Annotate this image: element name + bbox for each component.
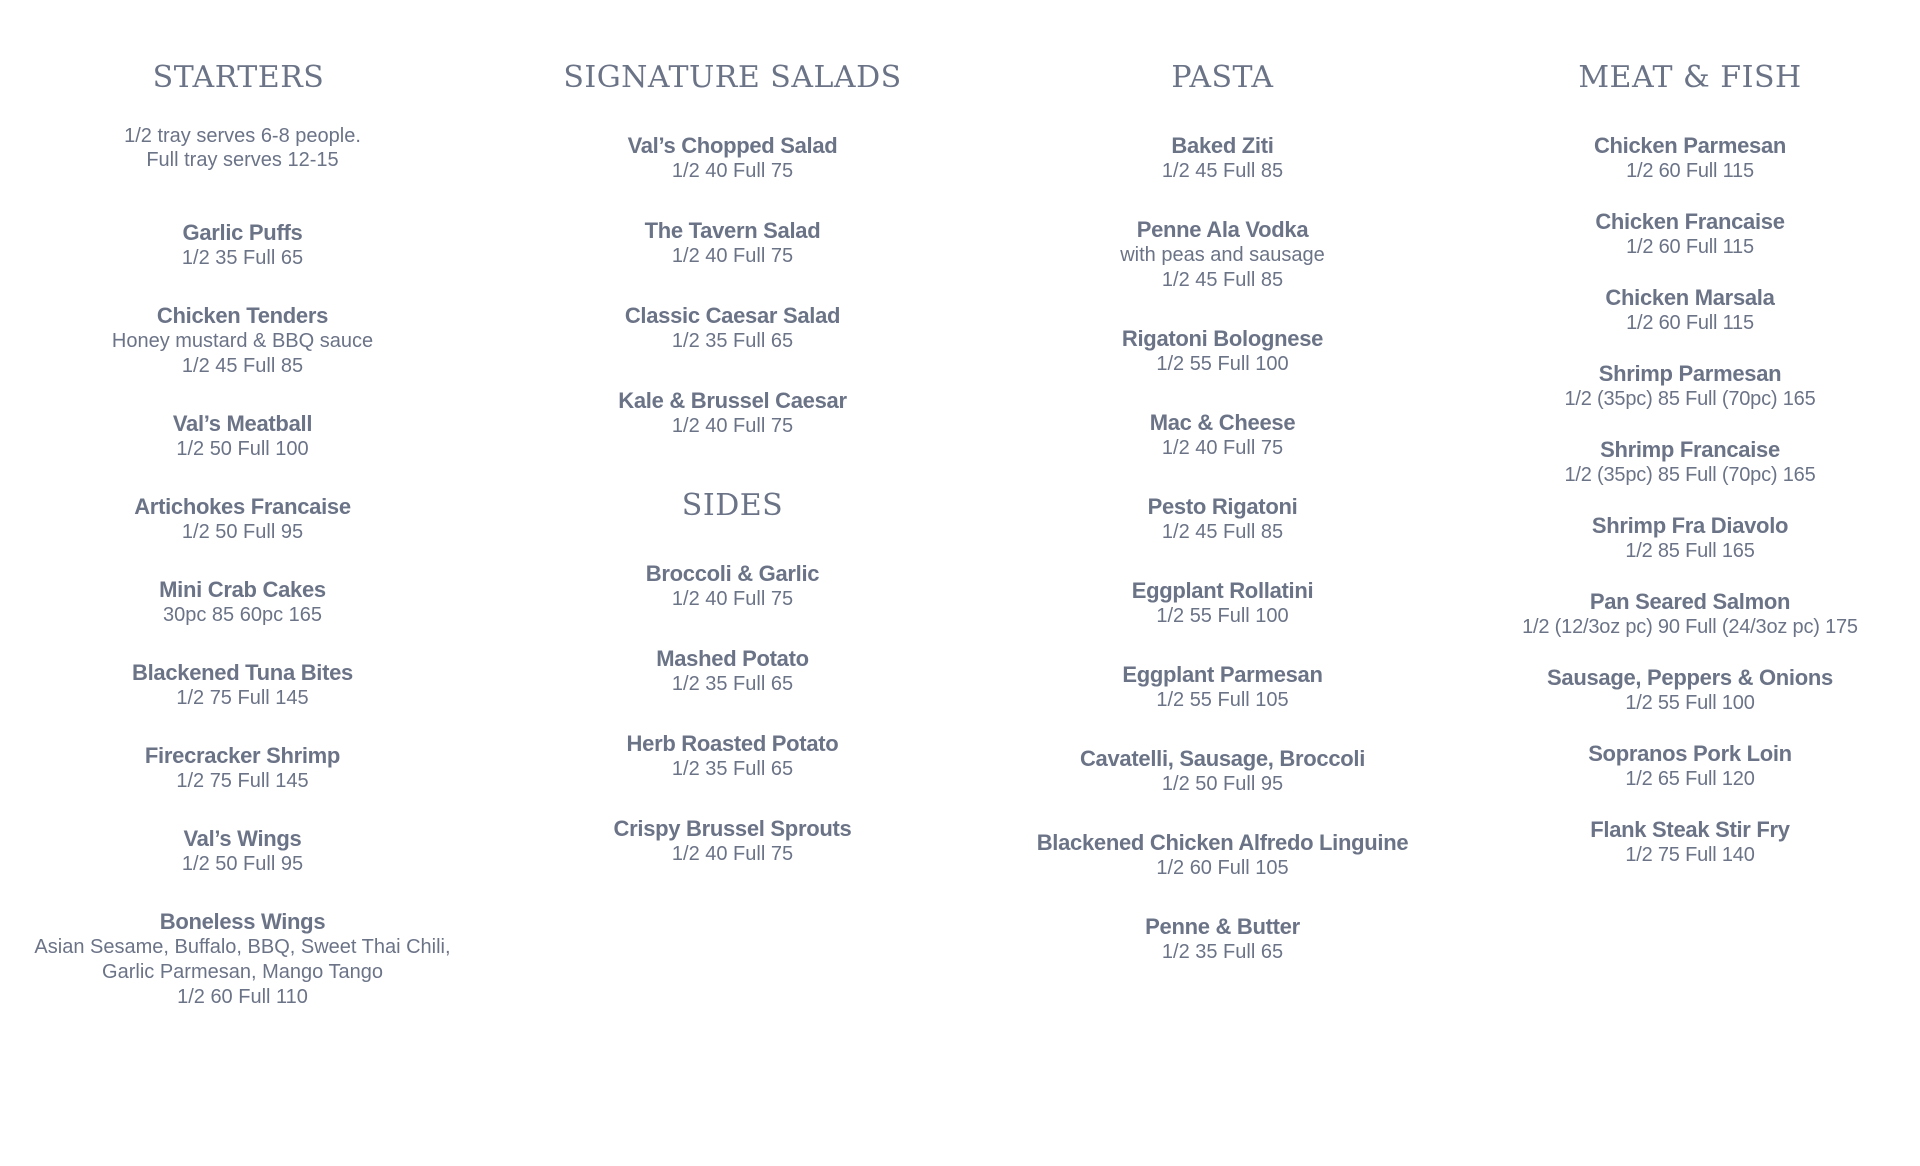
item-price: 1/2 45 Full 85 [181,355,304,377]
item-description: Honey mustard & BBQ sauce [111,330,374,352]
item-name: Broccoli & Garlic [645,561,820,586]
item-price: 1/2 75 Full 145 [176,687,309,709]
item-price: 1/2 40 Full 75 [671,415,794,437]
intro-line-2: Full tray serves 12-15 [146,149,339,171]
item-name: Baked Ziti [1171,133,1274,158]
item-name: Pan Seared Salmon [1589,589,1791,614]
pasta-column [990,58,1455,997]
item-name: Rigatoni Bolognese [1121,326,1324,351]
item-name: Chicken Parmesan [1593,133,1787,158]
item-price: 1/2 (12/3oz pc) 90 Full (24/3oz pc) 175 [1522,616,1858,638]
item-name: Val’s Chopped Salad [627,133,838,158]
item-price: 1/2 35 Full 65 [671,758,794,780]
item-name: Penne & Butter [1145,914,1300,939]
sides-list [500,560,965,867]
pasta-title: PASTA [1171,60,1274,95]
menu-item [10,742,475,794]
item-name: Pesto Rigatoni [1147,494,1298,519]
item-price: 1/2 40 Full 75 [1161,437,1284,459]
item-name: Val’s Meatball [172,411,313,436]
item-price: 1/2 55 Full 105 [1156,689,1289,711]
item-name: Flank Steak Stir Fry [1590,817,1790,842]
menu-item [1470,284,1910,336]
menu-item [500,560,965,612]
item-price: 1/2 50 Full 95 [181,853,304,875]
item-name: Mac & Cheese [1149,410,1296,435]
item-name: Val’s Wings [183,826,302,851]
menu-item [1470,208,1910,260]
item-name: Crispy Brussel Sprouts [613,816,852,841]
meat-fish-title: MEAT & FISH [1578,60,1802,95]
item-price: 1/2 60 Full 105 [1156,857,1289,879]
item-description: Asian Sesame, Buffalo, BBQ, Sweet Thai Chili, [34,936,451,958]
menu-item [10,493,475,545]
item-price: 1/2 35 Full 65 [671,673,794,695]
item-name: Penne Ala Vodka [1136,217,1309,242]
pasta-list [990,132,1455,965]
item-name: Herb Roasted Potato [626,731,839,756]
item-price: 1/2 55 Full 100 [1156,353,1289,375]
salads-title: SIGNATURE SALADS [563,60,902,95]
menu-item [500,387,965,439]
item-price: 1/2 (35pc) 85 Full (70pc) 165 [1564,464,1816,486]
menu-item [990,493,1455,545]
menu-item [10,576,475,628]
menu-item [10,908,475,1010]
menu-item [1470,360,1910,412]
item-price: 1/2 35 Full 65 [671,330,794,352]
item-name: Boneless Wings [159,909,326,934]
menu-item [500,132,965,184]
intro-line-1: 1/2 tray serves 6-8 people. [124,125,361,147]
item-name: Chicken Francaise [1595,209,1785,234]
item-name: Mini Crab Cakes [159,577,326,602]
item-price: 1/2 60 Full 115 [1626,160,1754,182]
menu-item [500,815,965,867]
item-name: Garlic Puffs [182,220,303,245]
item-price: 1/2 45 Full 85 [1161,269,1284,291]
menu-item [1470,512,1910,564]
item-description: with peas and sausage [1120,244,1325,266]
menu-item [1470,740,1910,792]
item-price: 1/2 75 Full 145 [176,770,309,792]
meat-fish-list [1470,132,1910,868]
menu-item [1470,132,1910,184]
item-name: Classic Caesar Salad [624,303,841,328]
item-name: Eggplant Parmesan [1122,662,1323,687]
item-price: 1/2 40 Full 75 [671,843,794,865]
item-name: Shrimp Fra Diavolo [1591,513,1789,538]
item-price: 1/2 60 Full 115 [1626,236,1754,258]
menu-item [10,410,475,462]
item-name: Artichokes Francaise [134,494,351,519]
item-name: Eggplant Rollatini [1131,578,1314,603]
item-price: 1/2 40 Full 75 [671,160,794,182]
menu-item [10,302,475,379]
menu-item [990,409,1455,461]
item-name: Mashed Potato [656,646,809,671]
menu-item [1470,436,1910,488]
menu-item [10,659,475,711]
item-name: Cavatelli, Sausage, Broccoli [1079,746,1366,771]
item-price: 1/2 50 Full 100 [176,438,309,460]
item-price: 1/2 85 Full 165 [1625,540,1755,562]
item-price: 1/2 45 Full 85 [1161,160,1284,182]
item-price: 1/2 65 Full 120 [1625,768,1755,790]
item-price: 1/2 40 Full 75 [671,245,794,267]
item-name: Shrimp Francaise [1600,437,1780,462]
menu-item [10,219,475,271]
item-price: 1/2 60 Full 110 [177,986,308,1008]
menu-item [500,302,965,354]
menu-item [990,829,1455,881]
item-name: Blackened Chicken Alfredo Linguine [1036,830,1409,855]
salads-column [500,58,965,900]
item-name: Sausage, Peppers & Onions [1547,665,1833,690]
item-price: 1/2 60 Full 115 [1626,312,1754,334]
item-price: 30pc 85 60pc 165 [162,604,323,626]
menu-item [1470,816,1910,868]
starters-column [10,58,475,1041]
menu-item [990,745,1455,797]
item-description-line-2: Garlic Parmesan, Mango Tango [102,961,383,983]
menu-item [1470,664,1910,716]
item-name: Sopranos Pork Loin [1588,741,1792,766]
menu-item [990,661,1455,713]
item-name: Shrimp Parmesan [1598,361,1782,386]
starters-list [10,219,475,1010]
menu-item [990,577,1455,629]
menu-item [500,730,965,782]
item-price: 1/2 35 Full 65 [1161,941,1284,963]
item-price: 1/2 75 Full 140 [1625,844,1755,866]
item-name: Chicken Tenders [156,303,329,328]
item-name: Firecracker Shrimp [144,743,341,768]
menu-item [990,325,1455,377]
starters-title: STARTERS [152,60,325,95]
item-price: 1/2 35 Full 65 [181,247,304,269]
item-price: 1/2 50 Full 95 [181,521,304,543]
item-price: 1/2 55 Full 100 [1156,605,1289,627]
item-name: Chicken Marsala [1605,285,1775,310]
meat-fish-column [1470,58,1910,892]
item-price: 1/2 45 Full 85 [1161,521,1284,543]
menu-item [990,132,1455,184]
starters-intro [10,124,475,172]
item-price: 1/2 (35pc) 85 Full (70pc) 165 [1564,388,1816,410]
item-price: 1/2 50 Full 95 [1161,773,1284,795]
menu-item [990,913,1455,965]
item-name: Blackened Tuna Bites [132,660,353,685]
item-name: The Tavern Salad [644,218,821,243]
menu-item [10,825,475,877]
salads-list [500,132,965,439]
item-price: 1/2 55 Full 100 [1625,692,1755,714]
menu-item [990,216,1455,293]
item-price: 1/2 40 Full 75 [671,588,794,610]
item-name: Kale & Brussel Caesar [618,388,847,413]
menu-item [1470,588,1910,640]
sides-title: SIDES [681,488,784,523]
menu-item [500,217,965,269]
menu-item [500,645,965,697]
